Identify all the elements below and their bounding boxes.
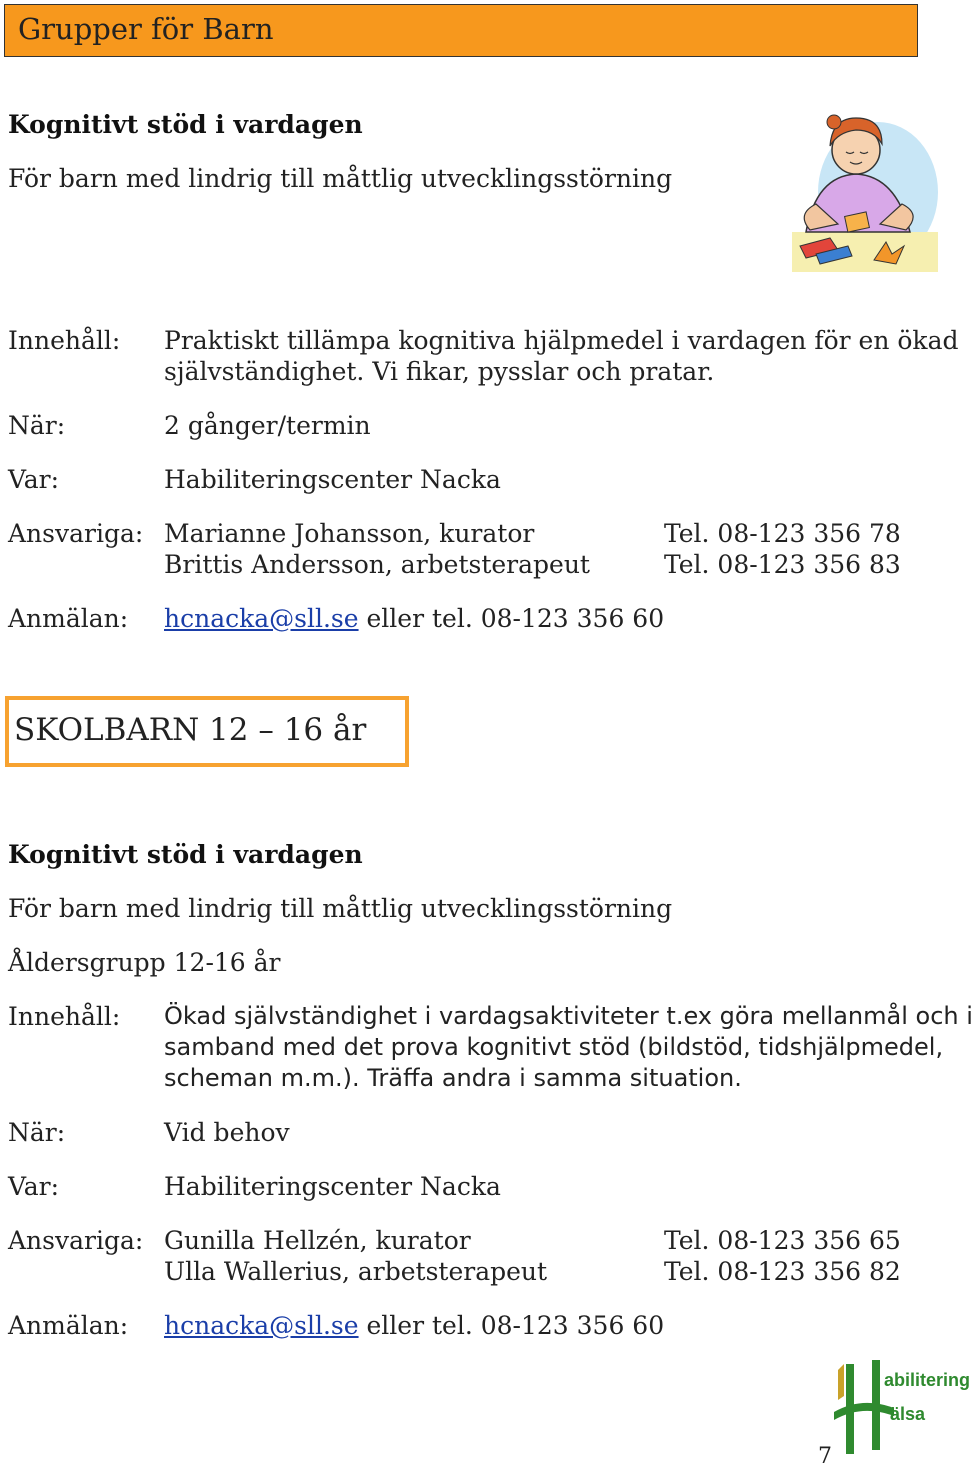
group2-signup-phone: eller tel. 08-123 356 60 (358, 1311, 665, 1340)
group1-signup-email-link[interactable]: hcnacka@sll.se (164, 604, 359, 633)
group1-subtitle: För barn med lindrig till måttlig utvecklingsstörning (8, 164, 673, 193)
group2-responsible-tel-2: Tel. 08-123 356 82 (664, 1257, 901, 1286)
habilitering-halsa-logo (832, 1356, 971, 1460)
group2-when-value: Vid behov (164, 1118, 290, 1147)
group1-responsible-name-2: Brittis Andersson, arbetsterapeut (164, 550, 590, 579)
group1-when-value: 2 gånger/termin (164, 411, 371, 440)
group2-content-label: Innehåll: (8, 1002, 121, 1031)
group1-content-line1: Praktiskt tillämpa kognitiva hjälpmedel i vardagen för en ökad (164, 326, 959, 355)
group2-signup (164, 1311, 664, 1340)
group2-where-label: Var: (8, 1172, 60, 1201)
group1-responsible-tel-2: Tel. 08-123 356 83 (664, 550, 901, 579)
logo-text-1: abilitering (884, 1370, 971, 1390)
group1-signup (164, 604, 664, 633)
group2-title: Kognitivt stöd i vardagen (8, 840, 363, 869)
logo-accent (838, 1364, 844, 1400)
group1-content-label: Innehåll: (8, 326, 121, 355)
group2-content-line3: scheman m.m.). Träffa andra i samma situation. (164, 1064, 742, 1092)
child-crafting-illustration (786, 104, 938, 274)
group2-responsible-tel-1: Tel. 08-123 356 65 (664, 1226, 901, 1255)
group2-signup-email-link[interactable]: hcnacka@sll.se (164, 1311, 359, 1340)
group2-responsible-label: Ansvariga: (8, 1226, 144, 1255)
group1-content-line2: självständighet. Vi fikar, pysslar och pratar. (164, 357, 715, 386)
group2-subtitle: För barn med lindrig till måttlig utvecklingsstörning (8, 894, 673, 923)
group1-responsible-tel-1: Tel. 08-123 356 78 (664, 519, 901, 548)
group1-responsible-label: Ansvariga: (8, 519, 144, 548)
group2-where-value: Habiliteringscenter Nacka (164, 1172, 501, 1201)
page-title: Grupper för Barn (18, 12, 274, 46)
group1-signup-label: Anmälan: (8, 604, 129, 633)
logo-swoosh (834, 1403, 894, 1420)
group1-title: Kognitivt stöd i vardagen (8, 110, 363, 139)
group2-age: Åldersgrupp 12-16 år (8, 948, 281, 977)
group2-responsible-name-2: Ulla Wallerius, arbetsterapeut (164, 1257, 548, 1286)
group2-responsible-name-1: Gunilla Hellzén, kurator (164, 1226, 471, 1255)
hair-bun (827, 115, 841, 129)
group1-where-label: Var: (8, 465, 60, 494)
group1-responsible-name-1: Marianne Johansson, kurator (164, 519, 535, 548)
group2-signup-label: Anmälan: (8, 1311, 129, 1340)
section-title: SKOLBARN 12 – 16 år (14, 712, 367, 748)
group2-when-label: När: (8, 1118, 66, 1147)
logo-text-2: älsa (890, 1404, 926, 1424)
group1-when-label: När: (8, 411, 66, 440)
group2-content-line1: Ökad självständighet i vardagsaktiviteter t.ex göra mellanmål och i (164, 1002, 973, 1030)
group1-signup-phone: eller tel. 08-123 356 60 (358, 604, 665, 633)
group2-content-line2: samband med det prova kognitivt stöd (bildstöd, tidshjälpmedel, (164, 1033, 944, 1061)
group1-where-value: Habiliteringscenter Nacka (164, 465, 501, 494)
page-number: 7 (818, 1444, 832, 1469)
